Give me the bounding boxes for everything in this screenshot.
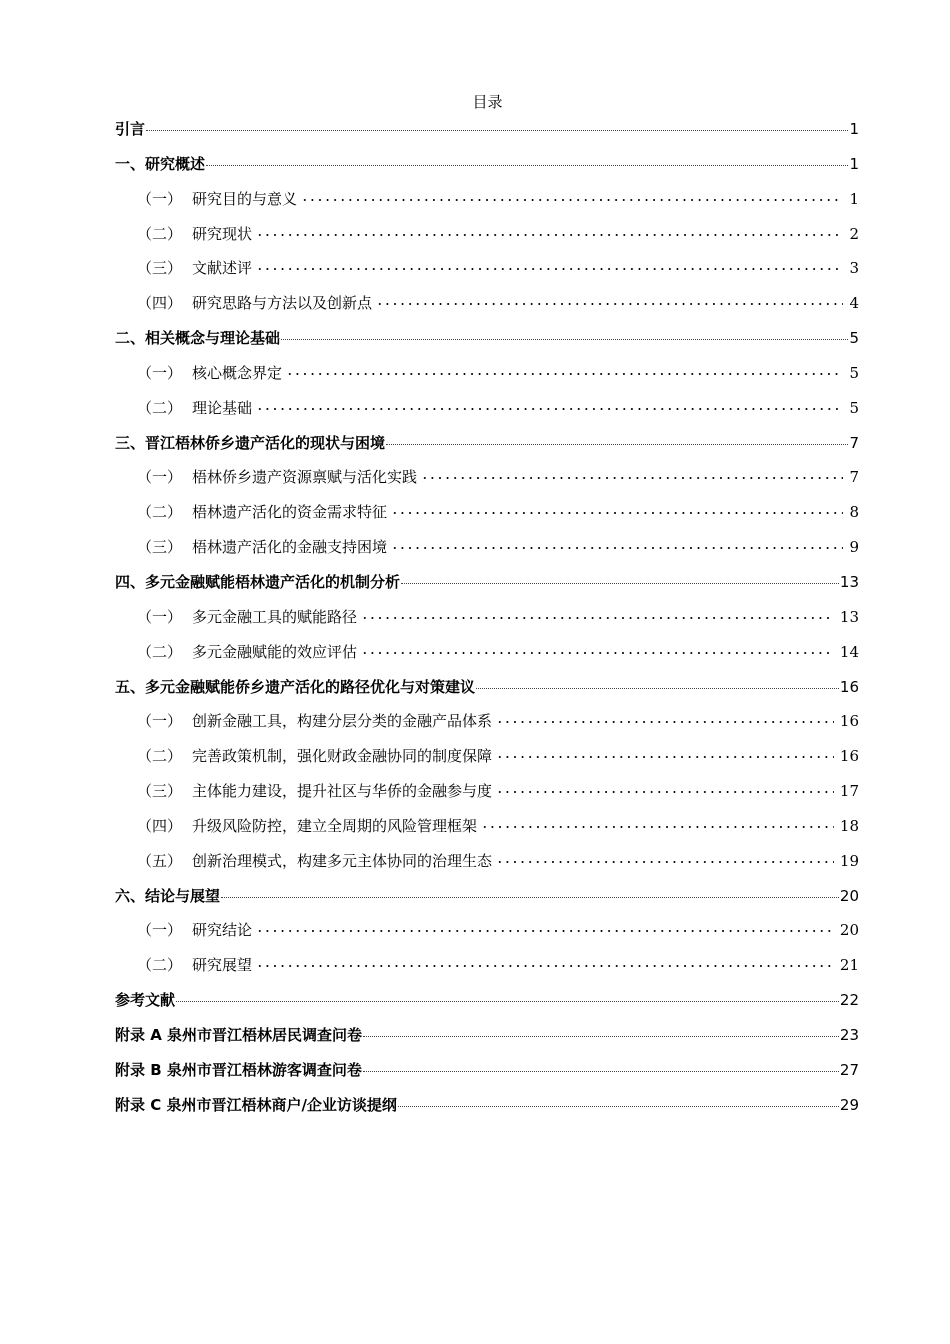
toc-entry-label: 研究目的与意义	[192, 189, 298, 208]
toc-entry-number: （二）	[137, 224, 183, 243]
toc-entry-chapter[interactable]	[115, 114, 859, 149]
toc-entry-section[interactable]	[115, 288, 859, 323]
toc-page-number: 23	[839, 1025, 859, 1044]
toc-entry-number: （三）	[137, 782, 183, 801]
toc-entry-label: 附录 A 泉州市晋江梧林居民调查问卷	[115, 1025, 363, 1044]
toc-entry-chapter[interactable]	[115, 1055, 859, 1090]
toc-page-number: 18	[839, 816, 859, 835]
toc-dot-leader	[286, 373, 843, 375]
toc-dot-leader	[176, 1001, 839, 1002]
toc-entry-chapter[interactable]	[115, 881, 859, 916]
toc-dot-leader	[481, 826, 834, 828]
toc-page-number: 13	[839, 607, 859, 626]
toc-entry-section[interactable]	[115, 811, 859, 846]
toc-entry-number: （三）	[137, 538, 183, 557]
toc-dot-leader	[496, 756, 834, 758]
toc-entry-label: 引言	[115, 120, 146, 138]
toc-page-number: 5	[849, 398, 859, 417]
toc-entry-number: （二）	[137, 642, 183, 661]
toc-page-number: 20	[839, 921, 859, 940]
toc-entry-label: 升级风险防控，建立全周期的风险管理框架	[192, 816, 478, 835]
toc-page-number: 1	[849, 120, 859, 138]
toc-entry-number: （一）	[137, 363, 183, 382]
toc-entry-number: （五）	[137, 851, 183, 870]
toc-entry-section[interactable]	[115, 846, 859, 881]
toc-entry-label: 研究结论	[192, 921, 253, 940]
toc-entry-section[interactable]	[115, 532, 859, 567]
toc-page-number: 8	[849, 503, 859, 522]
toc-entry-section[interactable]	[115, 462, 859, 497]
toc-page-number: 19	[839, 851, 859, 870]
toc-entry-number: （四）	[137, 816, 183, 835]
toc-dot-leader	[256, 268, 843, 270]
toc-entry-section[interactable]	[115, 637, 859, 672]
toc-entry-label: 多元金融赋能的效应评估	[192, 642, 358, 661]
toc-entry-label: 附录 C 泉州市晋江梧林商户/企业访谈提纲	[115, 1095, 397, 1114]
toc-dot-leader	[206, 165, 848, 166]
toc-dot-leader	[361, 617, 834, 619]
toc-entry-number: （三）	[137, 259, 183, 278]
toc-page-number: 20	[839, 886, 859, 905]
toc-page-number: 27	[839, 1060, 859, 1079]
toc-entry-label: 四、多元金融赋能梧林遗产活化的机制分析	[115, 572, 401, 591]
toc-entry-section[interactable]	[115, 706, 859, 741]
toc-dot-leader	[386, 444, 848, 445]
toc-dot-leader	[476, 688, 839, 689]
toc-dot-leader	[256, 930, 834, 932]
toc-page-number: 16	[839, 747, 859, 766]
toc-entry-section[interactable]	[115, 950, 859, 985]
toc-entry-label: 梧林侨乡遗产资源禀赋与活化实践	[192, 468, 418, 487]
toc-entry-label: 五、多元金融赋能侨乡遗产活化的路径优化与对策建议	[115, 677, 476, 696]
toc-dot-leader	[391, 512, 843, 514]
toc-dot-leader	[256, 408, 843, 410]
toc-page-number: 13	[839, 572, 859, 591]
toc-page-number: 2	[849, 224, 859, 243]
toc-entry-label: 文献述评	[192, 259, 253, 278]
toc-page-number: 7	[849, 433, 859, 452]
toc-entry-label: 多元金融工具的赋能路径	[192, 607, 358, 626]
toc-entry-section[interactable]	[115, 219, 859, 254]
toc-entry-section[interactable]	[115, 358, 859, 393]
toc-page-number: 3	[849, 259, 859, 278]
toc-dot-leader	[221, 897, 839, 898]
toc-entry-chapter[interactable]	[115, 428, 859, 463]
toc-entry-number: （一）	[137, 921, 183, 940]
toc-entry-section[interactable]	[115, 741, 859, 776]
toc-entry-label: 研究思路与方法以及创新点	[192, 294, 373, 313]
toc-page-number: 22	[839, 991, 859, 1010]
toc-entry-label: 核心概念界定	[192, 363, 283, 382]
toc-page-number: 16	[839, 712, 859, 731]
toc-entry-number: （一）	[137, 189, 183, 208]
toc-entry-label: 附录 B 泉州市晋江梧林游客调查问卷	[115, 1060, 362, 1079]
toc-dot-leader	[361, 652, 834, 654]
toc-entry-label: 参考文献	[115, 991, 176, 1010]
toc-entry-chapter[interactable]	[115, 567, 859, 602]
toc-entry-label: 二、相关概念与理论基础	[115, 329, 281, 348]
toc-entry-section[interactable]	[115, 915, 859, 950]
toc-dot-leader	[363, 1036, 839, 1037]
toc-entry-number: （一）	[137, 607, 183, 626]
toc-page-number: 5	[849, 363, 859, 382]
toc-entry-chapter[interactable]	[115, 149, 859, 184]
toc-dot-leader	[256, 965, 834, 967]
toc-entry-number: （一）	[137, 712, 183, 731]
toc-entry-number: （四）	[137, 294, 183, 313]
toc-page-number: 1	[849, 154, 859, 173]
toc-entry-label: 完善政策机制，强化财政金融协同的制度保障	[192, 747, 493, 766]
toc-entry-label: 理论基础	[192, 398, 253, 417]
toc-dot-leader	[281, 339, 848, 340]
toc-entry-section[interactable]	[115, 393, 859, 428]
toc-entry-label: 梧林遗产活化的资金需求特征	[192, 503, 388, 522]
toc-entry-section[interactable]	[115, 776, 859, 811]
toc-entry-label: 三、晋江梧林侨乡遗产活化的现状与困境	[115, 433, 386, 452]
toc-page-number: 5	[849, 329, 859, 348]
toc-entry-label: 六、结论与展望	[115, 886, 221, 905]
toc-dot-leader	[146, 130, 848, 131]
toc-dot-leader	[496, 791, 834, 793]
toc-entry-label: 一、研究概述	[115, 154, 206, 173]
toc-entry-chapter[interactable]	[115, 985, 859, 1020]
toc-entry-number: （二）	[137, 956, 183, 975]
toc-dot-leader	[391, 547, 843, 549]
toc-dot-leader	[376, 303, 843, 305]
toc-dot-leader	[301, 199, 843, 201]
toc-entry-section[interactable]	[115, 602, 859, 637]
toc-dot-leader	[363, 1071, 839, 1072]
toc-page-number: 29	[839, 1095, 859, 1114]
toc-entry-label: 研究现状	[192, 224, 253, 243]
toc-entry-number: （一）	[137, 468, 183, 487]
toc-page-number: 9	[849, 538, 859, 557]
toc-dot-leader	[398, 1106, 839, 1107]
toc-dot-leader	[496, 861, 834, 863]
toc-entry-label: 创新治理模式，构建多元主体协同的治理生态	[192, 851, 493, 870]
toc-page-number: 4	[849, 294, 859, 313]
toc-entry-section[interactable]	[115, 253, 859, 288]
toc-entry-number: （二）	[137, 503, 183, 522]
toc-entry-chapter[interactable]	[115, 672, 859, 707]
toc-page-number: 17	[839, 782, 859, 801]
toc-entry-number: （二）	[137, 747, 183, 766]
toc-entry-label: 创新金融工具，构建分层分类的金融产品体系	[192, 712, 493, 731]
toc-page-number: 14	[839, 642, 859, 661]
toc-dot-leader	[496, 721, 834, 723]
toc-list	[115, 114, 859, 1124]
toc-entry-label: 研究展望	[192, 956, 253, 975]
toc-entry-label: 主体能力建设，提升社区与华侨的金融参与度	[192, 782, 493, 801]
toc-entry-section[interactable]	[115, 497, 859, 532]
toc-entry-chapter[interactable]	[115, 1020, 859, 1055]
toc-dot-leader	[421, 477, 843, 479]
toc-dot-leader	[401, 583, 839, 584]
toc-page-number: 16	[839, 677, 859, 696]
toc-page-number: 1	[849, 189, 859, 208]
toc-page-number: 7	[849, 468, 859, 487]
toc-entry-chapter[interactable]	[115, 1090, 859, 1125]
toc-entry-chapter[interactable]	[115, 323, 859, 358]
toc-entry-label: 梧林遗产活化的金融支持困境	[192, 538, 388, 557]
toc-page-number: 21	[839, 956, 859, 975]
toc-entry-section[interactable]	[115, 184, 859, 219]
toc-dot-leader	[256, 234, 843, 236]
toc-entry-number: （二）	[137, 398, 183, 417]
toc-title: 目录	[472, 93, 503, 111]
